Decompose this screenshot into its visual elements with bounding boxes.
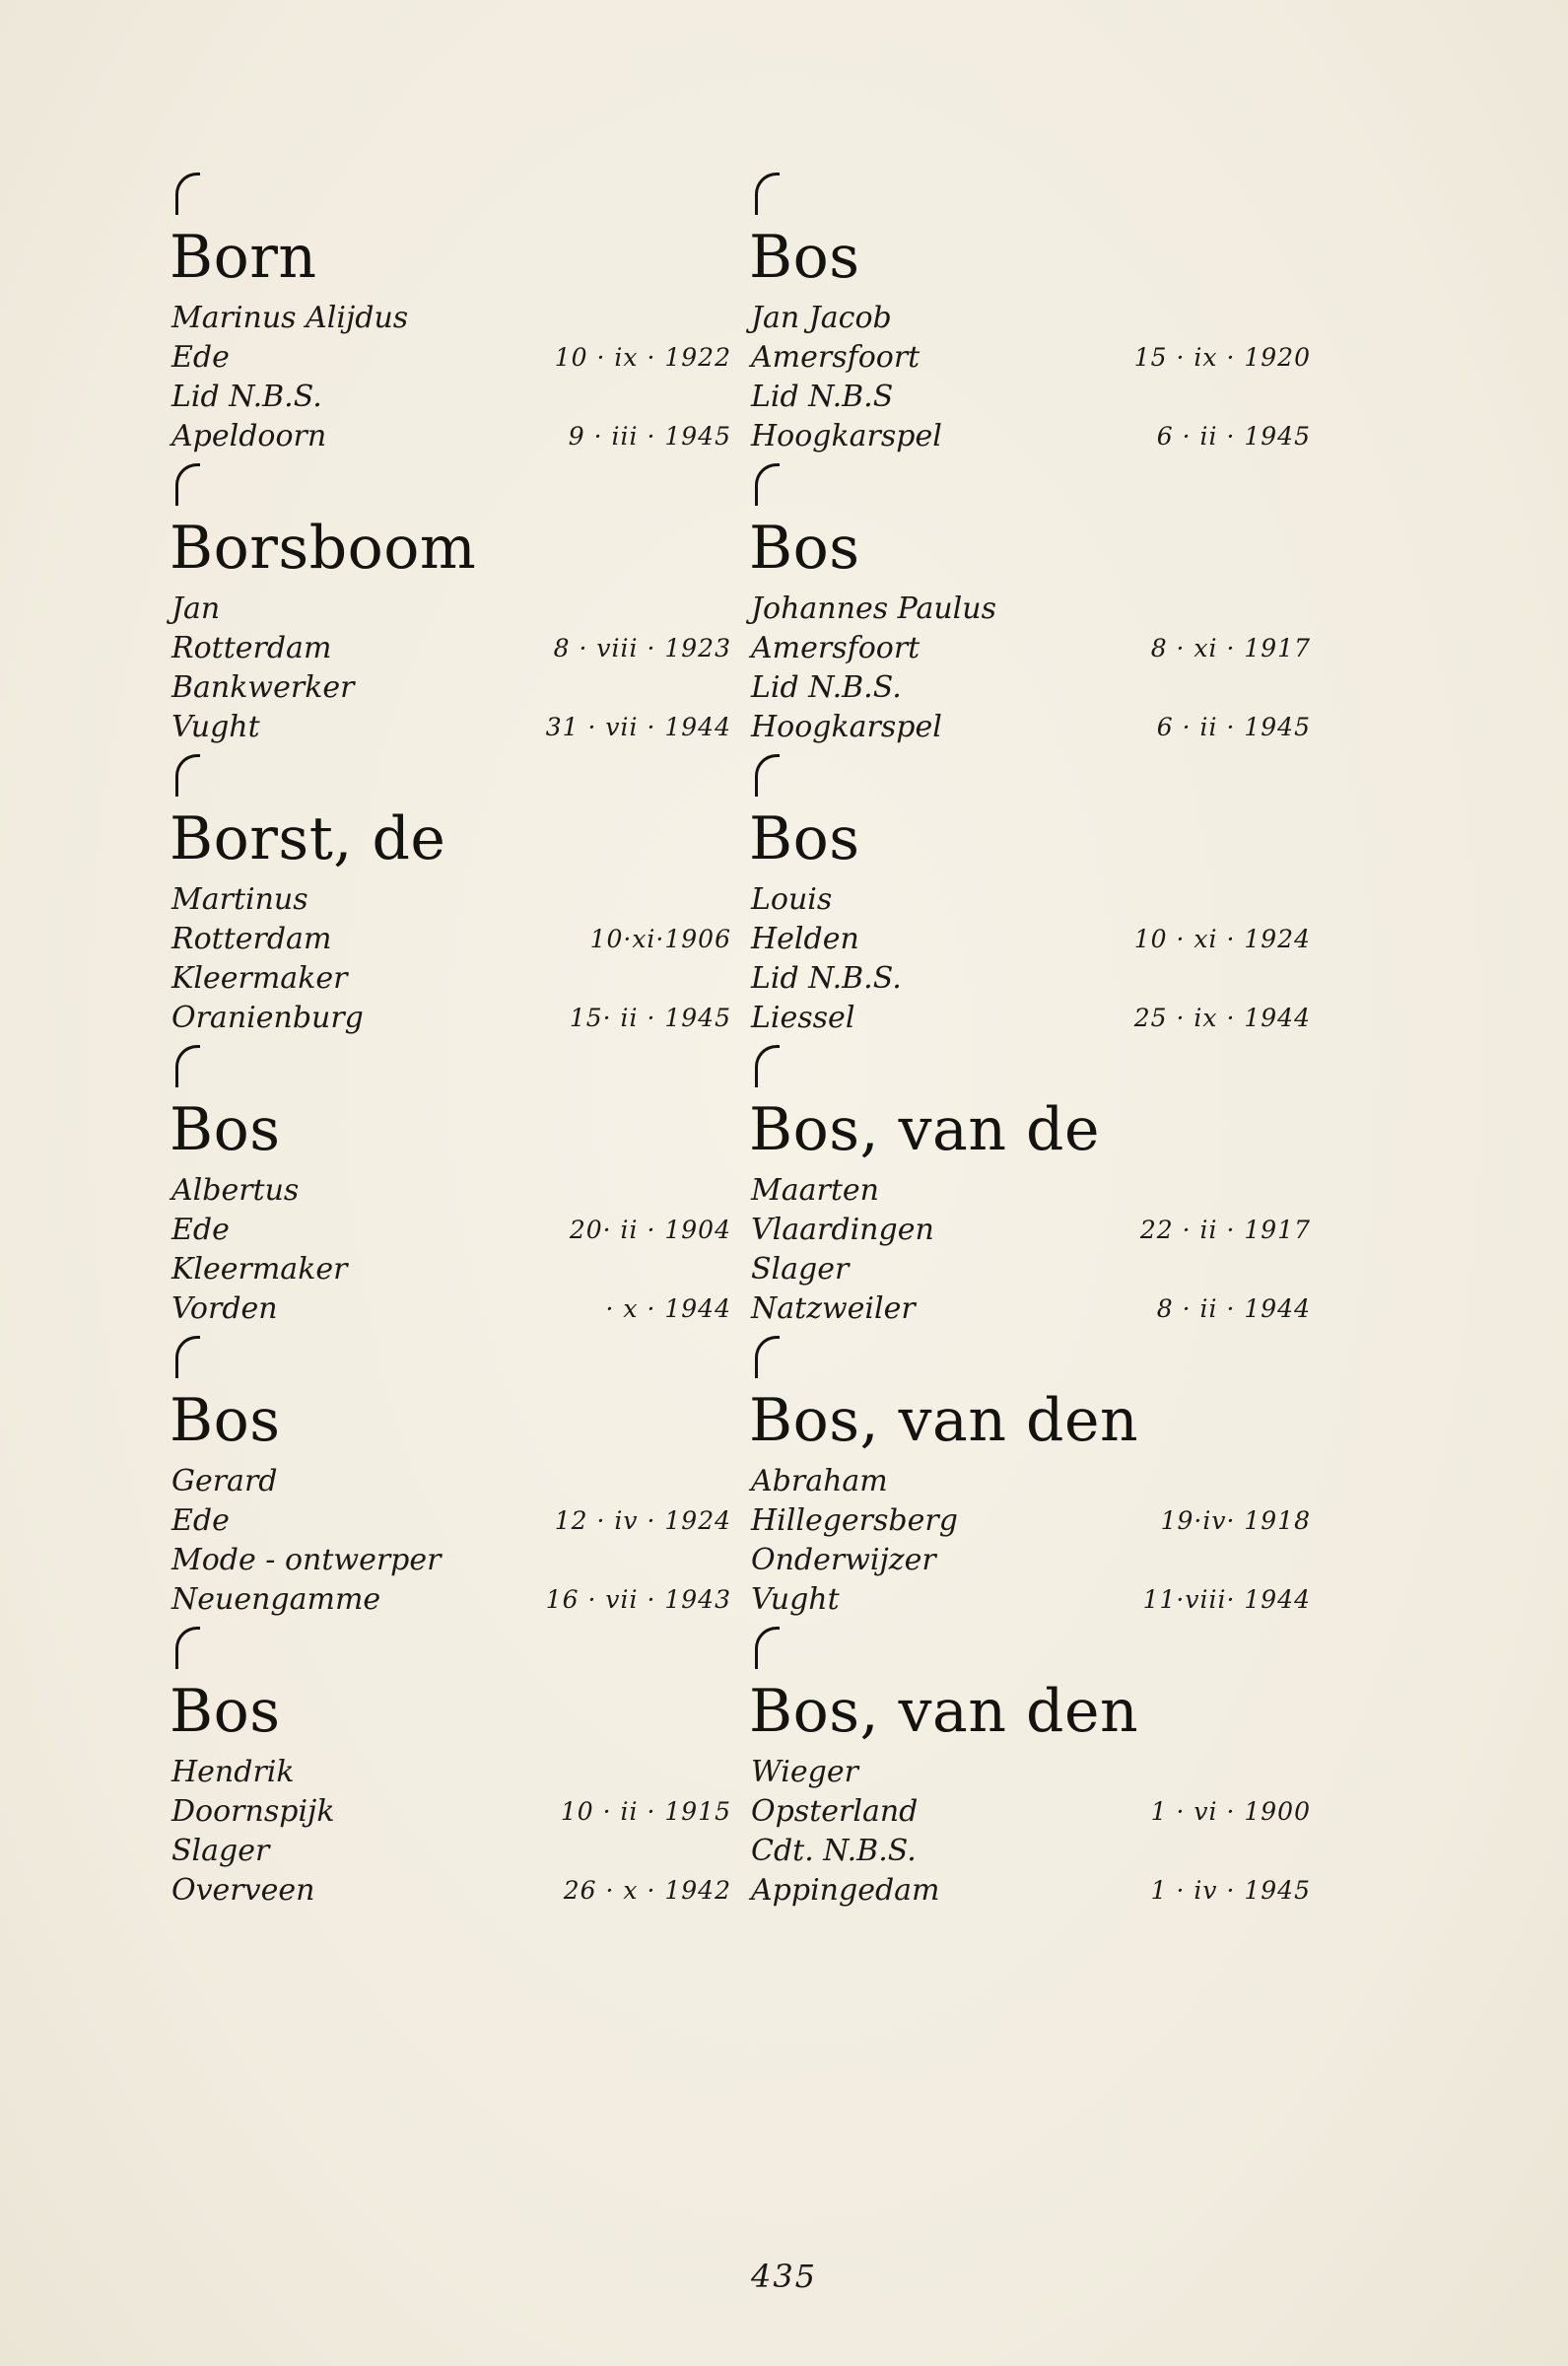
occupation-line	[749, 1541, 1311, 1580]
given-names-line	[170, 1753, 731, 1792]
entry-details	[749, 1462, 1311, 1620]
given-names: Jan Jacob	[751, 301, 892, 335]
death-place: Vorden	[171, 1291, 278, 1326]
memorial-entry: Born Marinus Alijdus Ede 10 · ix · 1922 Lid N.B.S. Apeldoorn 9 · iii · 1945	[170, 163, 731, 453]
birthplace: Amersfoort	[751, 631, 920, 665]
given-names-line	[749, 299, 1311, 338]
death-line	[170, 999, 731, 1038]
birth-date: 20· ii · 1904	[569, 1216, 731, 1244]
birth-date: 10 · xi · 1924	[1133, 925, 1311, 953]
occupation: Cdt. N.B.S.	[751, 1834, 917, 1868]
given-names: Maarten	[751, 1173, 879, 1208]
birth-line	[749, 629, 1311, 668]
birthplace: Ede	[171, 1503, 230, 1538]
occupation-line	[749, 959, 1311, 999]
calligraphic-flourish	[175, 1045, 200, 1087]
occupation: Lid N.B.S	[751, 380, 894, 414]
calligraphic-flourish	[755, 1045, 780, 1087]
given-names: Marinus Alijdus	[171, 301, 409, 335]
entry-details	[170, 299, 731, 456]
entry-details	[749, 590, 1311, 747]
given-names: Wieger	[751, 1755, 858, 1789]
birth-line	[749, 1501, 1311, 1541]
occupation: Onderwijzer	[751, 1543, 936, 1577]
death-line	[170, 1289, 731, 1329]
death-date: 16 · vii · 1943	[545, 1585, 731, 1614]
calligraphic-flourish	[755, 463, 780, 506]
birth-line	[170, 338, 731, 378]
death-date: 6 · ii · 1945	[1156, 713, 1311, 741]
death-line	[170, 417, 731, 456]
birthplace: Helden	[751, 922, 859, 956]
given-names-line	[170, 880, 731, 920]
birthplace: Hillegersberg	[751, 1503, 958, 1538]
birth-date: 22 · ii · 1917	[1139, 1216, 1311, 1244]
death-place: Overveen	[171, 1873, 315, 1908]
birth-line	[170, 920, 731, 959]
given-names: Jan	[171, 592, 221, 626]
death-date: 9 · iii · 1945	[568, 422, 731, 451]
occupation-line	[170, 668, 731, 708]
birth-line	[170, 1501, 731, 1541]
given-names-line	[749, 1171, 1311, 1211]
death-line	[170, 1871, 731, 1911]
death-place: Hoogkarspel	[751, 419, 942, 453]
death-line	[749, 1871, 1311, 1911]
birth-line	[749, 338, 1311, 378]
occupation-line	[749, 1832, 1311, 1871]
given-names: Albertus	[171, 1173, 300, 1208]
given-names-line	[170, 299, 731, 338]
given-names-line	[170, 590, 731, 629]
birth-line	[749, 1792, 1311, 1832]
death-date: 11·viii· 1944	[1142, 1585, 1311, 1614]
given-names: Louis	[751, 882, 833, 917]
death-date: · x · 1944	[605, 1294, 731, 1323]
birth-date: 10 · ix · 1922	[554, 343, 731, 372]
memorial-entry: Bos Johannes Paulus Amersfoort 8 · xi · 1917 Lid N.B.S. Hoogkarspel 6 · ii · 1945	[749, 453, 1311, 744]
entry-details	[170, 1171, 731, 1329]
entry-details	[749, 1171, 1311, 1329]
death-line	[170, 1580, 731, 1620]
entry-details	[170, 880, 731, 1038]
given-names-line	[749, 1462, 1311, 1501]
calligraphic-flourish	[755, 1336, 780, 1378]
occupation-line	[170, 1250, 731, 1289]
occupation-line	[749, 1250, 1311, 1289]
birth-date: 19·iv· 1918	[1160, 1506, 1311, 1535]
birthplace: Doornspijk	[171, 1794, 335, 1829]
death-place: Appingedam	[751, 1873, 940, 1908]
occupation: Mode - ontwerper	[171, 1543, 442, 1577]
given-names: Abraham	[751, 1464, 888, 1498]
occupation: Kleermaker	[171, 961, 348, 996]
calligraphic-flourish	[175, 173, 200, 215]
death-place: Vught	[751, 1582, 840, 1617]
calligraphic-flourish	[755, 754, 780, 797]
memorial-entry: Bos Albertus Ede 20· ii · 1904 Kleermaker Vorden · x · 1944	[170, 1035, 731, 1326]
death-place: Liessel	[751, 1001, 855, 1035]
death-place: Hoogkarspel	[751, 710, 942, 744]
death-place: Vught	[171, 710, 260, 744]
memorial-entry: Bos Louis Helden 10 · xi · 1924 Lid N.B.S. Liessel 25 · ix · 1944	[749, 744, 1311, 1035]
death-place: Neuengamme	[171, 1582, 381, 1617]
occupation: Bankwerker	[171, 670, 355, 705]
calligraphic-flourish	[175, 463, 200, 506]
birth-date: 10·xi·1906	[589, 925, 731, 953]
birth-date: 8 · viii · 1923	[553, 634, 731, 662]
birth-date: 12 · iv · 1924	[554, 1506, 731, 1535]
memorial-entry: Bos, van de Maarten Vlaardingen 22 · ii · 1917 Slager Natzweiler 8 · ii · 1944	[749, 1035, 1311, 1326]
left-column	[170, 163, 731, 1908]
death-date: 26 · x · 1942	[563, 1876, 731, 1905]
death-date: 1 · iv · 1945	[1150, 1876, 1311, 1905]
death-place: Oranienburg	[171, 1001, 364, 1035]
birth-line	[749, 1211, 1311, 1250]
birthplace: Rotterdam	[171, 631, 332, 665]
memorial-entry: Bos, van den Wieger Opsterland 1 · vi · 1900 Cdt. N.B.S. Appingedam 1 · iv · 1945	[749, 1617, 1311, 1908]
death-place: Natzweiler	[751, 1291, 916, 1326]
given-names: Johannes Paulus	[751, 592, 996, 626]
calligraphic-flourish	[755, 1627, 780, 1669]
birth-date: 1 · vi · 1900	[1150, 1797, 1311, 1826]
birthplace: Rotterdam	[171, 922, 332, 956]
calligraphic-flourish	[175, 1627, 200, 1669]
calligraphic-flourish	[175, 754, 200, 797]
death-line	[749, 1289, 1311, 1329]
given-names: Hendrik	[171, 1755, 295, 1789]
birthplace: Ede	[171, 340, 230, 375]
occupation: Slager	[751, 1252, 850, 1287]
entry-details	[749, 1753, 1311, 1911]
right-column	[749, 163, 1311, 1908]
entry-details	[749, 880, 1311, 1038]
memorial-entry: Bos Jan Jacob Amersfoort 15 · ix · 1920 Lid N.B.S Hoogkarspel 6 · ii · 1945	[749, 163, 1311, 453]
death-line	[749, 999, 1311, 1038]
death-line	[749, 1580, 1311, 1620]
given-names: Gerard	[171, 1464, 278, 1498]
entry-details	[170, 1462, 731, 1620]
memorial-entry: Bos Hendrik Doornspijk 10 · ii · 1915 Slager Overveen 26 · x · 1942	[170, 1617, 731, 1908]
given-names-line	[170, 1462, 731, 1501]
birth-line	[170, 629, 731, 668]
occupation-line	[170, 1832, 731, 1871]
occupation-line	[749, 668, 1311, 708]
occupation-line	[749, 378, 1311, 417]
birthplace: Opsterland	[751, 1794, 919, 1829]
occupation-line	[170, 959, 731, 999]
occupation-line	[170, 1541, 731, 1580]
occupation: Slager	[171, 1834, 270, 1868]
death-line	[749, 417, 1311, 456]
death-date: 8 · ii · 1944	[1156, 1294, 1311, 1323]
occupation-line	[170, 378, 731, 417]
death-place: Apeldoorn	[171, 419, 327, 453]
birth-line	[749, 920, 1311, 959]
birth-date: 10 · ii · 1915	[560, 1797, 731, 1826]
entry-details	[170, 590, 731, 747]
memorial-entry: Bos Gerard Ede 12 · iv · 1924 Mode - ontwerper Neuengamme 16 · vii · 1943	[170, 1326, 731, 1617]
occupation: Lid N.B.S.	[751, 961, 902, 996]
memorial-entry: Borst, de Martinus Rotterdam 10·xi·1906 Kleermaker Oranienburg 15· ii · 1945	[170, 744, 731, 1035]
birth-date: 15 · ix · 1920	[1133, 343, 1311, 372]
page-number: 435	[750, 2258, 818, 2295]
death-date: 15· ii · 1945	[569, 1004, 731, 1032]
birth-line	[170, 1211, 731, 1250]
memorial-entry: Borsboom Jan Rotterdam 8 · viii · 1923 Bankwerker Vught 31 · vii · 1944	[170, 453, 731, 744]
given-names-line	[749, 1753, 1311, 1792]
occupation: Kleermaker	[171, 1252, 348, 1287]
calligraphic-flourish	[755, 173, 780, 215]
given-names-line	[749, 880, 1311, 920]
birthplace: Amersfoort	[751, 340, 920, 375]
entry-details	[749, 299, 1311, 456]
given-names-line	[170, 1171, 731, 1211]
death-date: 31 · vii · 1944	[545, 713, 731, 741]
memorial-entry: Bos, van den Abraham Hillegersberg 19·iv· 1918 Onderwijzer Vught 11·viii· 1944	[749, 1326, 1311, 1617]
death-line	[170, 708, 731, 747]
given-names-line	[749, 590, 1311, 629]
occupation: Lid N.B.S.	[751, 670, 902, 705]
birthplace: Vlaardingen	[751, 1213, 934, 1247]
birthplace: Ede	[171, 1213, 230, 1247]
death-date: 6 · ii · 1945	[1156, 422, 1311, 451]
birth-date: 8 · xi · 1917	[1150, 634, 1311, 662]
calligraphic-flourish	[175, 1336, 200, 1378]
death-date: 25 · ix · 1944	[1133, 1004, 1311, 1032]
birth-line	[170, 1792, 731, 1832]
death-line	[749, 708, 1311, 747]
given-names: Martinus	[171, 882, 308, 917]
entry-details	[170, 1753, 731, 1911]
occupation: Lid N.B.S.	[171, 380, 322, 414]
